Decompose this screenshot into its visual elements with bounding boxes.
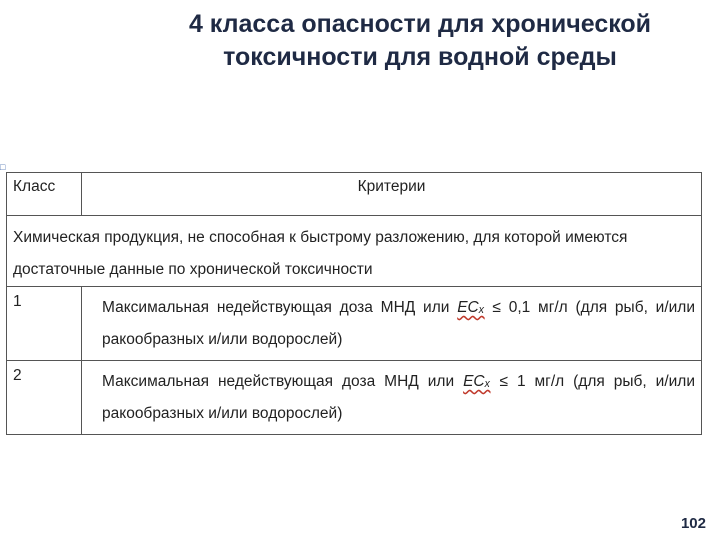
hazard-class-table xyxy=(6,172,702,435)
page-number: 102 xyxy=(680,515,706,532)
criteria-text: Максимальная недействующая доза МНД или xyxy=(102,299,458,316)
criteria-cell xyxy=(82,361,702,435)
ec-symbol: ECₓ xyxy=(457,299,485,316)
title-line-1: 4 класса опасности для хронической xyxy=(188,10,652,38)
class-number: 2 xyxy=(7,361,82,435)
criteria-cell xyxy=(82,287,702,361)
section-note: Химическая продукция, не способная к быстрому разложению, для которой имеются достаточные данные по хронической токсичности xyxy=(7,216,702,287)
criteria-text: ≤ 0,1 мг/л (для рыб, и/или ракообразных и/или водорослей) xyxy=(102,299,695,348)
header-class: Класс xyxy=(7,173,82,216)
criteria-text: Максимальная недействующая доза МНД или xyxy=(102,373,464,390)
ec-symbol: ECₓ xyxy=(463,373,491,390)
table-row xyxy=(7,287,702,361)
title-line-2: токсичности для водной среды xyxy=(223,43,617,71)
header-criteria: Критерии xyxy=(82,173,702,216)
class-number: 1 xyxy=(7,287,82,361)
slide-title xyxy=(140,8,700,74)
table-row xyxy=(7,361,702,435)
bullet-marker: □ xyxy=(0,162,6,172)
table-section-row xyxy=(7,216,702,287)
table-header-row xyxy=(7,173,702,216)
criteria-text: ≤ 1 мг/л (для рыб, и/или ракообразных и/или водорослей) xyxy=(102,373,695,422)
